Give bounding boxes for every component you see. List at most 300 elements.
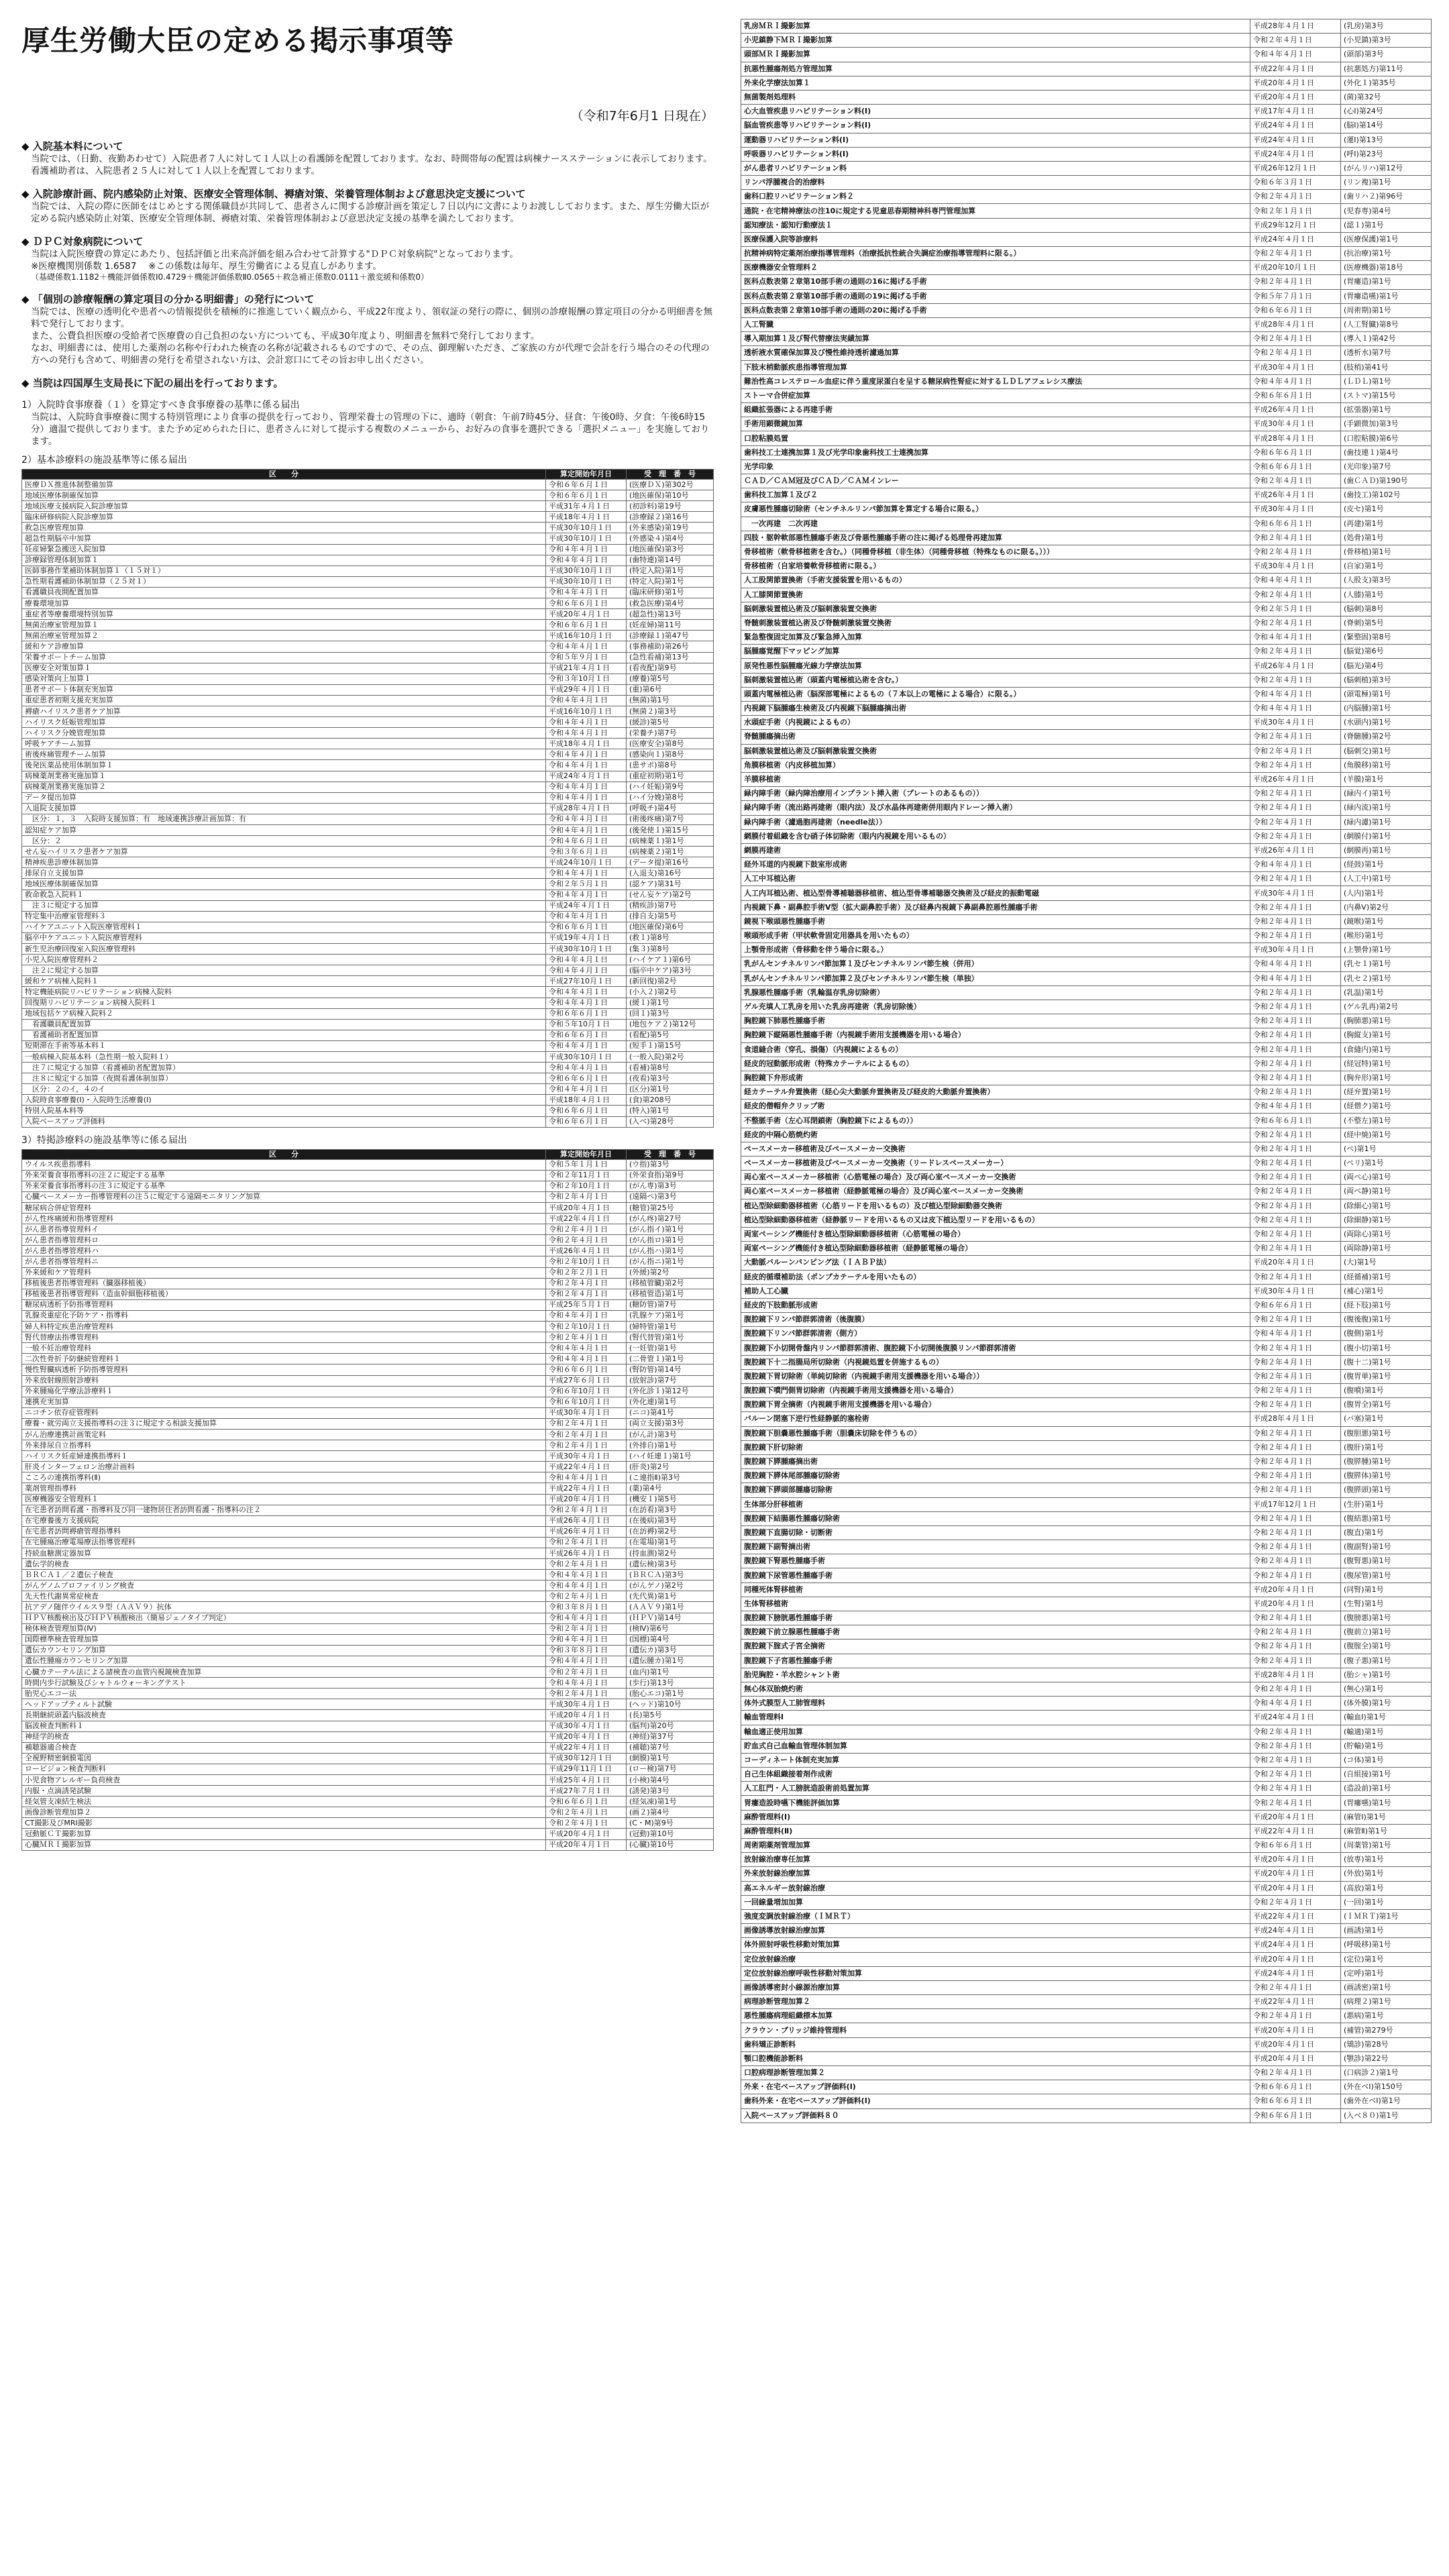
table-row <box>741 1753 1432 1767</box>
start-date-cell: 平成24年４月１日 <box>1250 232 1341 246</box>
receipt-number-cell: (遺伝カ)第3号 <box>627 1645 714 1656</box>
category-cell: 胸腔鏡下弁形成術 <box>741 1071 1250 1085</box>
category-cell: 皮膚悪性腫瘍切除術（センチネルリンパ節加算を算定する場合に限る。） <box>741 502 1250 517</box>
category-cell: 糖尿病透析予防指導管理料 <box>22 1299 546 1310</box>
category-cell: 遺伝性腫瘍カウンセリング加算 <box>22 1656 546 1666</box>
category-cell: 時間内歩行試験及びシャトルウォーキングテスト <box>22 1678 546 1688</box>
start-date-cell: 平成26年４月１日 <box>546 1548 627 1559</box>
start-date-cell: 令和２年４月１日 <box>1250 1000 1341 1014</box>
start-date-cell: 令和６年６月１日 <box>546 1030 627 1040</box>
start-date-cell: 平成30年４月１日 <box>1250 1284 1341 1298</box>
receipt-number-cell: (在後病)第3号 <box>627 1515 714 1526</box>
start-date-cell: 令和３年８月１日 <box>546 1602 627 1613</box>
table-row <box>741 1980 1432 1994</box>
table-row <box>22 803 714 814</box>
start-date-cell: 令和２年４月１日 <box>1250 1654 1341 1668</box>
category-cell: 歯科技工士連携加算１及び光学印象歯科技工士連携加算 <box>741 445 1250 460</box>
start-date-cell: 令和４年４月１日 <box>546 782 627 792</box>
start-date-cell: 令和２年４月１日 <box>546 1235 627 1246</box>
receipt-number-cell: (ロー検)第7号 <box>627 1764 714 1774</box>
start-date-cell: 令和４年４月１日 <box>546 544 627 555</box>
category-cell: 自己生体組織接着剤作成術 <box>741 1768 1250 1782</box>
start-date-cell: 令和２年４月１日 <box>546 1559 627 1570</box>
table-row <box>741 388 1432 402</box>
table-row <box>22 631 714 641</box>
table-row <box>741 303 1432 317</box>
table-row <box>22 1839 714 1850</box>
table-row <box>741 1483 1432 1497</box>
table-row <box>741 929 1432 943</box>
start-date-cell: 平成22年４月１日 <box>1250 1909 1341 1923</box>
start-date-cell: 令和２年４月１日 <box>546 1505 627 1515</box>
start-date-cell: 平成20年４月１日 <box>1250 2037 1341 2051</box>
table-row <box>22 1645 714 1656</box>
start-date-cell: 令和２年４月１日 <box>1250 190 1341 204</box>
receipt-number-cell: (移植管臓)第2号 <box>627 1278 714 1289</box>
receipt-number-cell: (精疾診)第7号 <box>627 900 714 911</box>
receipt-number-cell: (人工腎臓)第8号 <box>1341 317 1432 331</box>
start-date-cell: 令和２年４月１日 <box>1250 1796 1341 1810</box>
start-date-cell: 令和２年４月１日 <box>1250 1157 1341 1171</box>
receipt-number-cell: (肢梢)第41号 <box>1341 360 1432 374</box>
category-cell: 口腔病理診断管理加算２ <box>741 2066 1250 2080</box>
table-row <box>741 317 1432 331</box>
start-date-cell: 平成24年４月１日 <box>1250 1924 1341 1938</box>
start-date-cell: 平成26年12月１日 <box>1250 161 1341 175</box>
category-cell: 検体検査管理加算(Ⅳ) <box>22 1623 546 1634</box>
receipt-number-cell: (医療ＤＸ)第302号 <box>627 480 714 490</box>
receipt-number-cell: (輸適)第1号 <box>1341 1725 1432 1739</box>
start-date-cell: 平成22年４月１日 <box>546 1214 627 1224</box>
table-row <box>22 1386 714 1397</box>
receipt-number-cell: (臨床研修)第1号 <box>627 587 714 598</box>
category-cell: 一回線量増加加算 <box>741 1895 1250 1909</box>
category-cell: クラウン・ブリッジ維持管理料 <box>741 2023 1250 2037</box>
receipt-number-cell: (人内)第1号 <box>1341 886 1432 900</box>
receipt-number-cell: (ゲル乳再)第2号 <box>1341 1000 1432 1014</box>
category-cell: 外来放射線治療加算 <box>741 1867 1250 1881</box>
receipt-number-cell: (外感染４)第4号 <box>627 533 714 544</box>
start-date-cell: 令和２年４月１日 <box>1250 588 1341 602</box>
receipt-number-cell: (妊産婦)第11号 <box>627 620 714 631</box>
category-cell: 腹腔鏡下膵頭部腫瘍切除術 <box>741 1483 1250 1497</box>
category-cell: 慢性腎臓病透析予防指導管理料 <box>22 1364 546 1375</box>
table-row <box>741 787 1432 801</box>
category-cell: 胎児心エコー法 <box>22 1688 546 1699</box>
start-date-cell: 平成20年４月１日 <box>1250 1597 1341 1611</box>
category-cell: 網膜再建術 <box>741 843 1250 857</box>
category-cell: 補助人工心臓 <box>741 1284 1250 1298</box>
category-cell: 冠動脈ＣＴ撮影加算 <box>22 1829 546 1839</box>
table-row <box>22 1170 714 1181</box>
table-row <box>741 247 1432 261</box>
receipt-number-cell: (不整左)第1号 <box>1341 1114 1432 1128</box>
category-cell: 外来排尿自立指導料 <box>22 1440 546 1451</box>
table-row <box>741 1341 1432 1355</box>
start-date-cell: 平成20年４月１日 <box>1250 1881 1341 1895</box>
receipt-number-cell: (事務補助)第26号 <box>627 641 714 652</box>
table-row <box>22 1224 714 1235</box>
table-row <box>741 1554 1432 1568</box>
category-cell: 遺伝カウンセリング加算 <box>22 1645 546 1656</box>
start-date-cell: 令和２年４月１日 <box>1250 1611 1341 1625</box>
category-cell: 口腔粘膜処置 <box>741 431 1250 445</box>
receipt-number-cell: (角膜移)第1号 <box>1341 758 1432 772</box>
table-row <box>741 1270 1432 1284</box>
table-row <box>741 460 1432 474</box>
category-cell: 抗精神病特定薬剤治療指導管理料（治療抵抗性統合失調症治療指導管理料に限る。） <box>741 247 1250 261</box>
category-cell: 婦人科特定疾患治療管理料 <box>22 1322 546 1332</box>
receipt-number-cell: (腹噴)第1号 <box>1341 1384 1432 1398</box>
start-date-cell: 平成30年４月１日 <box>1250 943 1341 957</box>
table-row <box>741 1895 1432 1909</box>
column-header: 算定開始年月日 <box>546 470 627 480</box>
start-date-cell: 平成28年４月１日 <box>1250 1412 1341 1426</box>
category-cell: 排尿自立支援加算 <box>22 868 546 879</box>
start-date-cell: 令和２年４月１日 <box>1250 1384 1341 1398</box>
category-cell: 新生児治療回復室入院医療管理料 <box>22 944 546 955</box>
receipt-number-cell: (ペ)第1号 <box>1341 1142 1432 1156</box>
category-cell: 周術期薬剤管理加算 <box>741 1839 1250 1853</box>
receipt-number-cell: (胸弁形)第1号 <box>1341 1071 1432 1085</box>
start-date-cell: 令和２年４月１日 <box>1250 1739 1341 1753</box>
start-date-cell: 令和２年４月１日 <box>1250 1895 1341 1909</box>
receipt-number-cell: (透析水)第7号 <box>1341 346 1432 360</box>
receipt-number-cell: (コ体)第1号 <box>1341 1753 1432 1767</box>
start-date-cell: 令和６年６月１日 <box>1250 2108 1341 2123</box>
subsection-heading: 1）入院時食事療養（１）を算定すべき食事療養の基準に係る届出 <box>21 400 300 411</box>
table-row <box>22 1753 714 1764</box>
category-cell: 褥瘡ハイリスク患者ケア加算 <box>22 706 546 716</box>
receipt-number-cell: (歯ＣＡＤ)第190号 <box>1341 474 1432 488</box>
table-row <box>741 744 1432 758</box>
receipt-number-cell: (手顕微加)第3号 <box>1341 417 1432 431</box>
table-label: 3）特掲診療料の施設基準等に係る届出 <box>21 1134 187 1146</box>
receipt-number-cell: (在訪褥)第2号 <box>627 1526 714 1537</box>
coefficient-formula: （基礎係数1.1182＋機能評価係数Ⅰ0.4729＋機能評価係数Ⅱ0.0565＋救急補正係数0.0111＋激変緩和係数0） <box>31 272 429 282</box>
receipt-number-cell: (両ペ心)第1号 <box>1341 1171 1432 1185</box>
category-cell: 緑内障手術（濾過胞再建術（needle法）） <box>741 815 1250 829</box>
category-cell: がんゲノムプロファイリング検査 <box>22 1580 546 1591</box>
category-cell: 歯科口腔リハビリテーション料２ <box>741 190 1250 204</box>
table-row <box>22 771 714 782</box>
table-row <box>741 218 1432 232</box>
receipt-number-cell: (小児鎮)第3号 <box>1341 34 1432 48</box>
table-row <box>741 76 1432 90</box>
table-row <box>22 1116 714 1127</box>
start-date-cell: 令和２年４月１日 <box>1250 616 1341 630</box>
category-cell: 腹腔鏡下胃切除術（単純切除術（内視鏡手術用支援機器を用いる場合）） <box>741 1369 1250 1383</box>
table-row <box>22 1407 714 1418</box>
category-cell: 注７に規定する加算（看護補助者配置加算） <box>22 1063 546 1073</box>
start-date-cell: 令和６年６月１日 <box>546 1364 627 1375</box>
start-date-cell: 令和２年４月１日 <box>1250 829 1341 843</box>
table-row <box>22 1721 714 1731</box>
start-date-cell: 平成24年４月１日 <box>546 900 627 911</box>
table-row <box>741 1114 1432 1128</box>
category-cell: 手術用顕微鏡加算 <box>741 417 1250 431</box>
receipt-number-cell: (遠隔ペ)第3号 <box>627 1191 714 1202</box>
table-row <box>741 2051 1432 2065</box>
table-row <box>22 1796 714 1807</box>
category-cell: 腹腔鏡下膵腫瘍摘出術 <box>741 1454 1250 1468</box>
table-row <box>741 90 1432 104</box>
receipt-number-cell: (造設前)第1号 <box>1341 1782 1432 1796</box>
start-date-cell: 平成20年４月１日 <box>546 1829 627 1839</box>
category-cell: 植込型除細動器移植術（心筋リードを用いるもの）及び植込型除細動器交換術 <box>741 1199 1250 1213</box>
receipt-number-cell: (無心)第1号 <box>1341 1682 1432 1696</box>
receipt-number-cell: (歯特連)第14号 <box>627 555 714 566</box>
receipt-number-cell: (ペリ)第1号 <box>1341 1157 1432 1171</box>
coefficient-text: ※医療機関別係数 1.6587 ※この係数は毎年、厚生労働省による見直しがあります。 <box>31 261 382 272</box>
category-cell: 喉頭形成手術（甲状軟骨固定用器具を用いたもの） <box>741 929 1250 943</box>
receipt-number-cell: (がん専)第3号 <box>627 1181 714 1191</box>
start-date-cell: 令和４年４月１日 <box>546 555 627 566</box>
start-date-cell: 平成30年４月１日 <box>1250 502 1341 517</box>
receipt-number-cell: (冠動)第10号 <box>627 1829 714 1839</box>
table-row <box>22 1397 714 1407</box>
table-row <box>741 1867 1432 1881</box>
category-cell: 体外照射呼吸性移動対策加算 <box>741 1938 1250 1952</box>
table-row <box>22 1084 714 1095</box>
table-row <box>741 858 1432 872</box>
start-date-cell: 令和２年４月１日 <box>1250 1085 1341 1099</box>
table-row <box>22 609 714 620</box>
category-cell: 両心室ペースメーカー移植術（経静脈電極の場合）及び両心室ペースメーカー交換術 <box>741 1185 1250 1199</box>
table-row <box>22 684 714 695</box>
start-date-cell: 平成20年10月１日 <box>1250 261 1341 275</box>
table-row <box>741 1568 1432 1582</box>
category-cell: 乳がんセンチネルリンパ節加算２及びセンチネルリンパ節生検（単独） <box>741 971 1250 985</box>
category-cell: 不整脈手術（左心耳閉鎖術（胸腔鏡下によるもの）） <box>741 1114 1250 1128</box>
table-row <box>22 1829 714 1839</box>
receipt-number-cell: (内鼻Ⅴ)第2号 <box>1341 900 1432 914</box>
table-row <box>741 1128 1432 1142</box>
start-date-cell: 令和２年４月１日 <box>1250 1227 1341 1241</box>
receipt-number-cell: (看夜配)第9号 <box>627 663 714 674</box>
category-cell: 呼吸器リハビリテーション料(Ⅰ) <box>741 147 1250 161</box>
start-date-cell: 令和４年４月１日 <box>546 1040 627 1051</box>
table-row <box>22 501 714 512</box>
receipt-number-cell: (がん計)第3号 <box>627 1429 714 1440</box>
table-row <box>741 1810 1432 1824</box>
receipt-number-cell: (麻管Ⅰ)第1号 <box>1341 1810 1432 1824</box>
receipt-number-cell: (口病診２)第1号 <box>1341 2066 1432 2080</box>
table-row <box>22 1299 714 1310</box>
category-cell: 補聴器適合検査 <box>22 1742 546 1753</box>
column-header: 受 理 番 号 <box>627 470 714 480</box>
category-cell: 遺伝学的検査 <box>22 1559 546 1570</box>
receipt-number-cell: (胎シャ)第1号 <box>1341 1668 1432 1682</box>
table-row <box>741 631 1432 645</box>
category-cell: 食道縫合術（穿孔、損傷）（内視鏡によるもの） <box>741 1042 1250 1057</box>
category-cell: 同種死体腎移植術 <box>741 1582 1250 1597</box>
receipt-number-cell: (認１)第1号 <box>1341 218 1432 232</box>
table-row <box>741 1199 1432 1213</box>
start-date-cell: 令和２年４月１日 <box>1250 1042 1341 1057</box>
table-row <box>741 1782 1432 1796</box>
table-row <box>741 1497 1432 1511</box>
start-date-cell: 平成30年10月１日 <box>546 576 627 587</box>
receipt-number-cell: (栄養チ)第7号 <box>627 728 714 739</box>
receipt-number-cell: (糖防管)第7号 <box>627 1299 714 1310</box>
start-date-cell: 令和２年４月１日 <box>546 1289 627 1299</box>
table-row <box>22 1106 714 1116</box>
start-date-cell: 令和２年４月１日 <box>546 1278 627 1289</box>
start-date-cell: 令和２年４月１日 <box>546 1440 627 1451</box>
start-date-cell: 平成28年４月１日 <box>1250 19 1341 34</box>
start-date-cell: 令和４年４月１日 <box>1250 1099 1341 1114</box>
start-date-cell: 令和２年４月１日 <box>1250 929 1341 943</box>
category-cell: 腹腔鏡下リンパ節群郭清術（後腹膜） <box>741 1313 1250 1327</box>
column-header: 受 理 番 号 <box>627 1149 714 1159</box>
category-cell: 感染対策向上加算１ <box>22 674 546 684</box>
category-cell: 無心体双胎焼灼術 <box>741 1682 1250 1696</box>
category-cell: 経皮的冠動脈形成術（特殊カテーテルによるもの） <box>741 1057 1250 1071</box>
category-cell: 在宅腫瘍治療電場療法指導管理料 <box>22 1537 546 1548</box>
start-date-cell: 令和４年４月１日 <box>1250 48 1341 62</box>
category-cell: 特定機能病院リハビリテーション病棟入院料 <box>22 987 546 998</box>
table-row <box>22 760 714 771</box>
category-cell: 地域包括ケア病棟入院料２ <box>22 1008 546 1019</box>
category-cell: 長期継続頭蓋内脳波検査 <box>22 1710 546 1721</box>
receipt-number-cell: (頭部)第3号 <box>1341 48 1432 62</box>
receipt-number-cell: (腹側)第1号 <box>1341 1327 1432 1341</box>
start-date-cell: 平成17年４月１日 <box>1250 105 1341 119</box>
receipt-number-cell: (脳刺)第8号 <box>1341 602 1432 616</box>
start-date-cell: 令和３年８月１日 <box>546 1645 627 1656</box>
section-text: 当院では、入院の際に医師をはじめとする関係職員が共同して、患者さんに関する診療計画を策定し７日以内に文書によりお渡ししております。また、厚生労働大臣が定める院内感染防止対策、医療安全管理体制、褥瘡対策、栄養管理体制および意思決定支援の基準を満たしております。 <box>31 201 710 224</box>
table-row <box>741 1057 1432 1071</box>
basic-fee-table <box>21 469 714 1128</box>
table-row <box>741 1384 1432 1398</box>
table-row <box>22 1040 714 1051</box>
table-row <box>741 346 1432 360</box>
table-row <box>22 1256 714 1267</box>
category-cell: 心大血管疾患リハビリテーション料(Ⅰ) <box>741 105 1250 119</box>
start-date-cell: 令和６年６月１日 <box>546 480 627 490</box>
table-row <box>741 943 1432 957</box>
receipt-number-cell: (患サポ)第8号 <box>627 760 714 771</box>
start-date-cell: 平成30年10月１日 <box>546 533 627 544</box>
table-row <box>22 932 714 943</box>
table-row <box>22 814 714 824</box>
table-row <box>22 965 714 976</box>
table-row <box>741 801 1432 815</box>
category-cell: 腹腔鏡下直腸切除・切断術 <box>741 1525 1250 1540</box>
category-cell: ペースメーカー移植術及びペースメーカー交換術（リードレスペースメーカー） <box>741 1157 1250 1171</box>
table-row <box>741 204 1432 218</box>
table-row <box>22 1008 714 1019</box>
category-cell: 腹腔鏡下子宮悪性腫瘍手術 <box>741 1654 1250 1668</box>
receipt-number-cell: (特入)第1号 <box>627 1106 714 1116</box>
table-row <box>22 1742 714 1753</box>
start-date-cell: 平成19年４月１日 <box>546 932 627 943</box>
receipt-number-cell: (腹十二)第1号 <box>1341 1355 1432 1369</box>
receipt-number-cell: (医療保護)第1号 <box>1341 232 1432 246</box>
start-date-cell: 平成24年４月１日 <box>1250 133 1341 147</box>
table-row <box>741 659 1432 673</box>
receipt-number-cell: (経中焼)第1号 <box>1341 1128 1432 1142</box>
table-row <box>22 544 714 555</box>
receipt-number-cell: (病棟薬２)第1号 <box>627 847 714 857</box>
receipt-number-cell: (外在ベⅠ)第150号 <box>1341 2080 1432 2094</box>
category-cell: 両心室ペースメーカー移植術（心筋電極の場合）及び両心室ペースメーカー交換術 <box>741 1171 1250 1185</box>
table-row <box>741 19 1432 34</box>
receipt-number-cell: (がんリハ)第12号 <box>1341 161 1432 175</box>
table-row <box>741 687 1432 701</box>
receipt-number-cell: (呼吸チ)第4号 <box>627 803 714 814</box>
start-date-cell: 令和２年５月１日 <box>546 879 627 890</box>
section-text: 看護補助者は、入院患者２５人に対して１人以上を配置しております。 <box>31 166 320 176</box>
start-date-cell: 令和２年４月１日 <box>1250 1142 1341 1156</box>
category-cell: 医科点数表第２章第10部手術の通則の20に掲げる手術 <box>741 303 1250 317</box>
table-row <box>22 1764 714 1774</box>
receipt-number-cell: (胎心エコ)第1号 <box>627 1688 714 1699</box>
receipt-number-cell: (重)第6号 <box>627 684 714 695</box>
receipt-number-cell: (顎診)第22号 <box>1341 2051 1432 2065</box>
start-date-cell: 平成24年４月１日 <box>546 771 627 782</box>
receipt-number-cell: (定位)第1号 <box>1341 1952 1432 1966</box>
receipt-number-cell: (経循補)第1号 <box>1341 1270 1432 1284</box>
category-cell: 腹腔鏡下噴門側胃切除術（内視鏡手術用支援機器を用いる場合） <box>741 1384 1250 1398</box>
receipt-number-cell: (乳セ２)第1号 <box>1341 971 1432 985</box>
section-heading: ◆ 当院は四国厚生支局長に下記の届出を行っております。 <box>21 377 284 389</box>
start-date-cell: 平成26年４月１日 <box>546 1526 627 1537</box>
table-row <box>741 1085 1432 1099</box>
category-cell: 脳腫瘍覚醒下マッピング加算 <box>741 645 1250 659</box>
category-cell: 腹腔鏡下肝切除術 <box>741 1440 1250 1454</box>
start-date-cell: 令和２年４月１日 <box>1250 1454 1341 1468</box>
receipt-number-cell: (バ塞)第1号 <box>1341 1412 1432 1426</box>
start-date-cell: 令和２年４月１日 <box>546 1591 627 1602</box>
receipt-number-cell: (初診料)第19号 <box>627 501 714 512</box>
receipt-number-cell: (脳刺植)第3号 <box>1341 673 1432 687</box>
receipt-number-cell: (同腎)第1号 <box>1341 1582 1432 1597</box>
start-date-cell: 令和２年４月１日 <box>1250 1071 1341 1085</box>
category-cell: ＢＲＣＡ１／２遺伝子検査 <box>22 1570 546 1580</box>
section-text: 当院では、医療の透明化や患者への情報提供を積極的に推進していく観点から、平成22年度より、領収証の発行の際に、個別の診療報酬の算定項目の分かる明細書を無料で発行しております。 <box>31 307 713 329</box>
table-row <box>741 1242 1432 1256</box>
receipt-number-cell: (看補)第8号 <box>627 1063 714 1073</box>
receipt-number-cell: (術後疼痛)第7号 <box>627 814 714 824</box>
receipt-number-cell: (緩１)第1号 <box>627 998 714 1008</box>
start-date-cell: 令和２年４月１日 <box>1250 346 1341 360</box>
start-date-cell: 平成29年12月１日 <box>1250 218 1341 232</box>
table-row <box>22 1570 714 1580</box>
receipt-number-cell: (後発使１)第15号 <box>627 825 714 836</box>
start-date-cell: 令和２年４月１日 <box>1250 1782 1341 1796</box>
table-row <box>741 488 1432 502</box>
receipt-number-cell: (乳温)第1号 <box>1341 985 1432 1000</box>
category-cell: 光学印象 <box>741 460 1250 474</box>
table-row <box>741 673 1432 687</box>
table-header-row <box>22 1149 714 1159</box>
category-cell: ヘッドアップティルト試験 <box>22 1699 546 1710</box>
start-date-cell: 令和２年４月１日 <box>1250 1242 1341 1256</box>
table-row <box>741 1924 1432 1938</box>
receipt-number-cell: (歯リハ２)第96号 <box>1341 190 1432 204</box>
receipt-number-cell: (腹膵体)第1号 <box>1341 1469 1432 1483</box>
start-date-cell: 令和２年４月１日 <box>1250 275 1341 289</box>
table-row <box>741 517 1432 531</box>
start-date-cell: 平成30年４月１日 <box>1250 716 1341 730</box>
receipt-number-cell: (病理２)第1号 <box>1341 1995 1432 2009</box>
table-row <box>741 2094 1432 2108</box>
receipt-number-cell: (腹膵腫)第1号 <box>1341 1454 1432 1468</box>
receipt-number-cell: (画誘)第1号 <box>1341 1924 1432 1938</box>
receipt-number-cell: (遺伝腫カ)第1号 <box>627 1656 714 1666</box>
